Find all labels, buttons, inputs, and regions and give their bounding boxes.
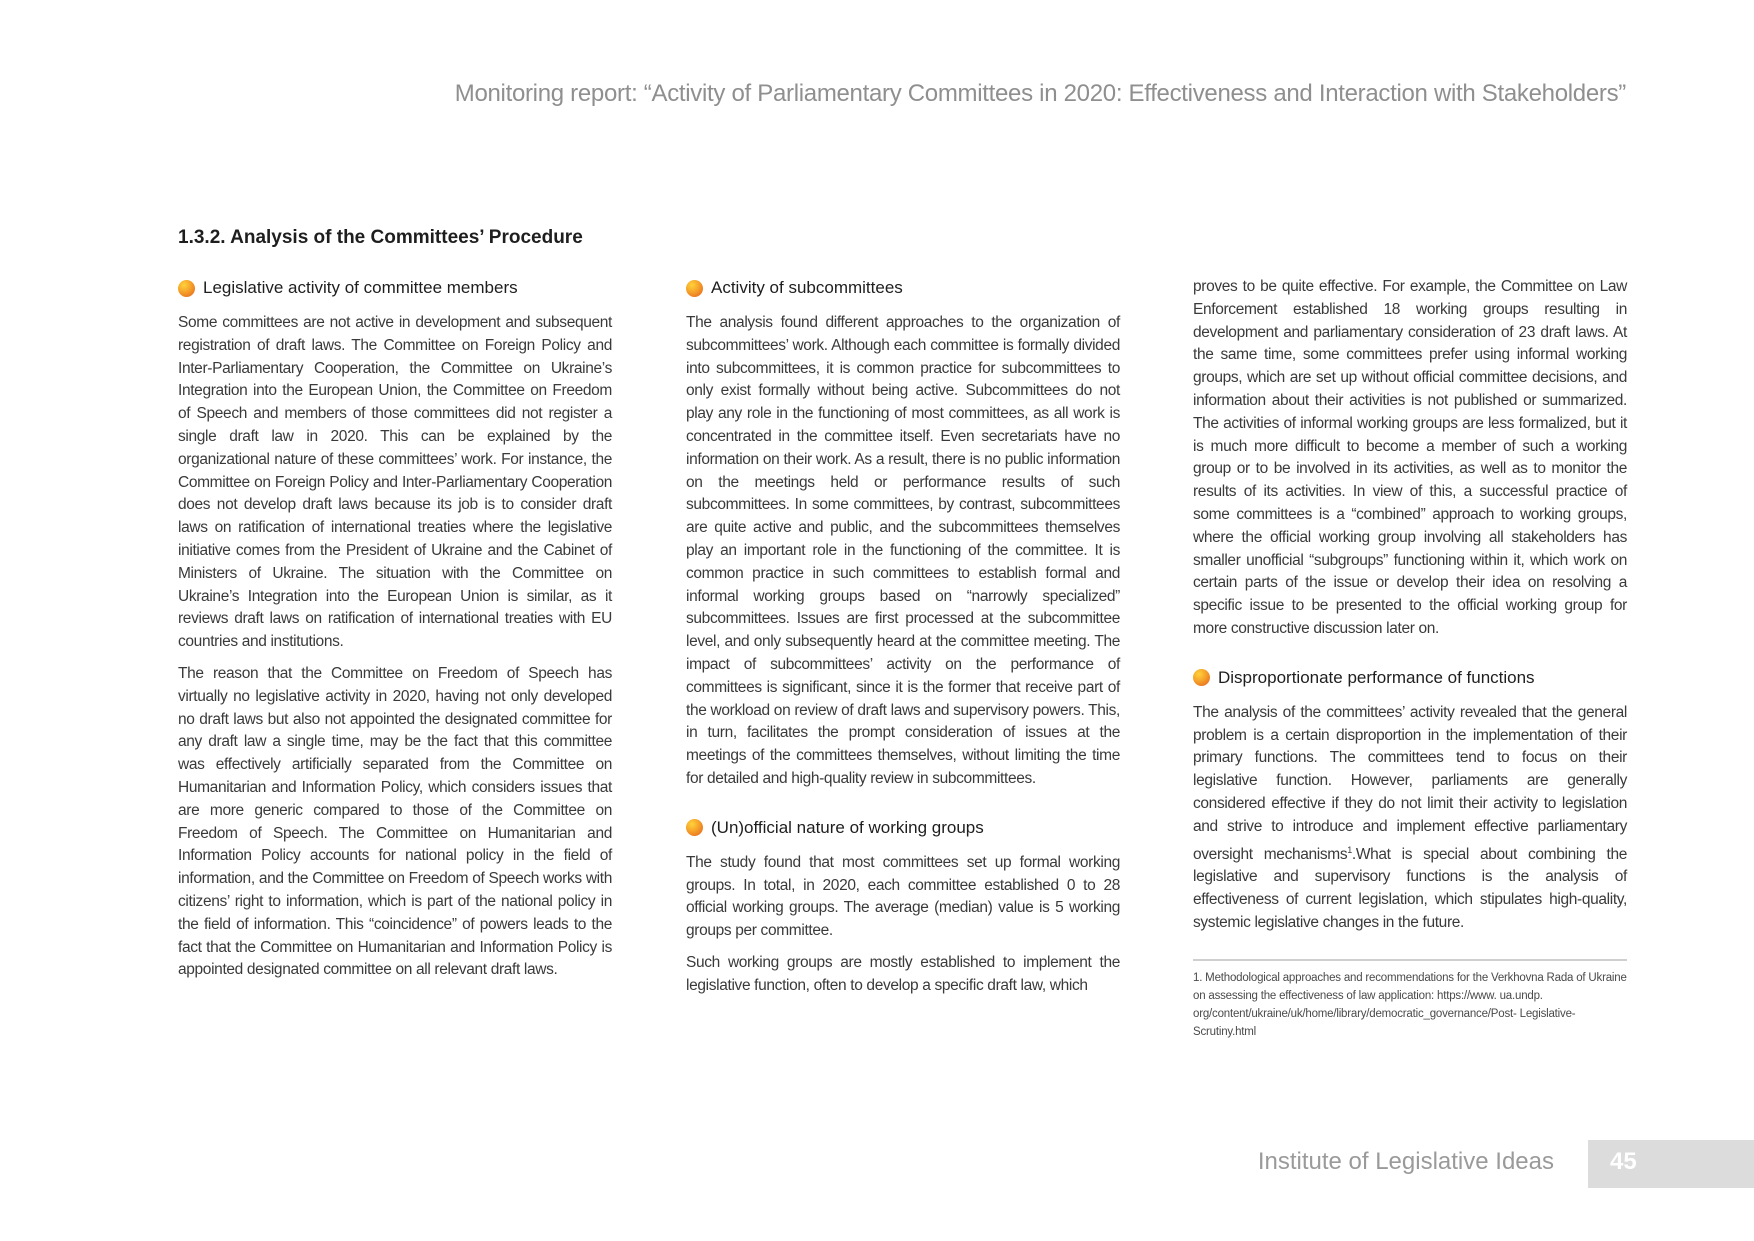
running-header-title: Monitoring report: “Activity of Parliamentary Committees in 2020: Effectiveness and Interaction with Stakeholders”: [454, 80, 1626, 107]
column-1: [178, 276, 612, 991]
paragraph: The reason that the Committee on Freedom of Speech has virtually no legislative activity in 2020, having not only developed no draft laws but also not appointed the designated committee for any draft law a single time, may be the fact that this committee was effectively artificially separated from the Committee on Humanitarian and Information Policy, which considers issues that are more generic compared to those of the Committee on Freedom of Speech. The Committee on Humanitarian and Information Policy accounts for national policy in the field of information, and the Committee on Freedom of Speech works with citizens’ right to information, which is part of the national policy in the field of information. This “coincidence” of powers leads to the fact that the Committee on Humanitarian and Information Policy is appointed designated committee on all relevant draft laws.: [178, 664, 612, 979]
page-number: 45: [1610, 1148, 1637, 1175]
subheading-text: Disproportionate performance of functions: [1218, 667, 1535, 687]
subheading-text: (Un)official nature of working groups: [711, 817, 984, 837]
subheading-subcommittees: [686, 276, 1120, 300]
subheading-disproportionate-performance: [1193, 666, 1627, 690]
subheading-working-groups: [686, 816, 1120, 840]
footnote-reference[interactable]: 1: [1347, 844, 1352, 855]
section-title: 1.3.2. Analysis of the Committees’ Procedure: [178, 227, 583, 248]
footnote-divider: [1193, 959, 1627, 961]
orange-bullet-icon: [686, 819, 703, 836]
subheading-text: Legislative activity of committee members: [203, 278, 518, 297]
paragraph: The analysis of the committees’ activity revealed that the general problem is a certain disproportion in the implementation of their primary functions. The committees tend to focus on their legislative function. However, parliaments are generally considered effective if they do not limit their activity to legislation and strive to introduce and implement effective parliamentary oversight mechanisms$^1$.What is special about combining the legislative and supervisory functions is the analysis of effectiveness of current legislation, which stipulates high-quality, systemic legislative changes in the future.: [1193, 703, 1627, 932]
column-2: [686, 276, 1120, 1007]
orange-bullet-icon: [178, 280, 195, 297]
paragraph: The study found that most committees set up formal working groups. In total, in 2020, each committee established 0 to 28 official working groups. The average (median) value is 5 working groups per committee.: [686, 853, 1120, 940]
page-number-box: [1588, 1140, 1754, 1188]
column-3: [1193, 276, 1627, 1041]
paragraph: Some committees are not active in development and subsequent registration of draft laws. The Committee on Foreign Policy and Inter-Parliamentary Cooperation, the Committee on Ukraine’s Integration into the European Union, the Committee on Freedom of Speech and members of those committees did not register a single draft law in 2020. This can be explained by the organizational nature of these committees’ work. For instance, the Committee on Foreign Policy and Inter-Parliamentary Cooperation does not develop draft laws because its job is to consider draft laws on ratification of international treaties where the legislative initiative comes from the President of Ukraine and the Cabinet of Ministers of Ukraine. The situation with the Committee on Ukraine’s Integration into the European Union is similar, as it reviews draft laws on ratification of international treaties with EU countries and institutions.: [178, 314, 612, 651]
footer-organization: Institute of Legislative Ideas: [1257, 1148, 1554, 1175]
paragraph: proves to be quite effective. For example, the Committee on Law Enforcement established 18 working groups resulting in development and parliamentary consideration of 23 draft laws. At the same time, some committees prefer using informal working groups, which are set up without official committee decisions, and information about their activities is not published or summarized. The activities of informal working groups are less formalized, but it is much more difficult to become a member of such a working group or to be involved in its activities, as well as to monitor the results of its activities. In view of this, a successful practice of some committees is a “combined” approach to working groups, where the official working group involving all stakeholders has smaller unofficial “subgroups” functioning within it, which work on certain parts of the issue or develop their idea on resolving a specific issue to be presented to the official working group for more constructive discussion later on.: [1193, 278, 1627, 637]
orange-bullet-icon: [686, 280, 703, 297]
orange-bullet-icon: [1193, 669, 1210, 686]
paragraph: The analysis found different approaches to the organization of subcommittees’ work. Although each committee is formally divided into subcommittees, it is common practice for subcommittees to only exist formally without being active. Subcommittees do not play any role in the functioning of most committees, as all work is concentrated in the committee itself. Even secretariats have no information on their work. As a result, there is no public information on the meetings held or performance results of such subcommittees. In some committees, by contrast, subcommittees are quite active and public, and the subcommittees themselves play an important role in the functioning of the committee. It is common practice in such committees to establish formal and informal working groups based on “narrowly specialized” subcommittees. Issues are first processed at the subcommittee level, and only subsequently heard at the committee meeting. The impact of subcommittees’ activity on the performance of committees is significant, since it is the former that receive part of the workload on review of draft laws and supervisory powers. This, in turn, facilitates the prompt consideration of issues at the meetings of the committees themselves, without limiting the time for detailed and high-quality review in subcommittees.: [686, 314, 1120, 787]
subheading-legislative-activity: [178, 276, 612, 300]
subheading-text: Activity of subcommittees: [711, 278, 903, 297]
paragraph: Such working groups are mostly established to implement the legislative function, often to develop a specific draft law, which: [686, 953, 1120, 994]
footnote: 1. Methodological approaches and recommendations for the Verkhovna Rada of Ukraine on assessing the effectiveness of law application: https://www. ua.undp. org/content/ukraine/uk/home/library/democratic_governance/Post- Legislative-Scrutiny.html: [1193, 971, 1627, 1038]
